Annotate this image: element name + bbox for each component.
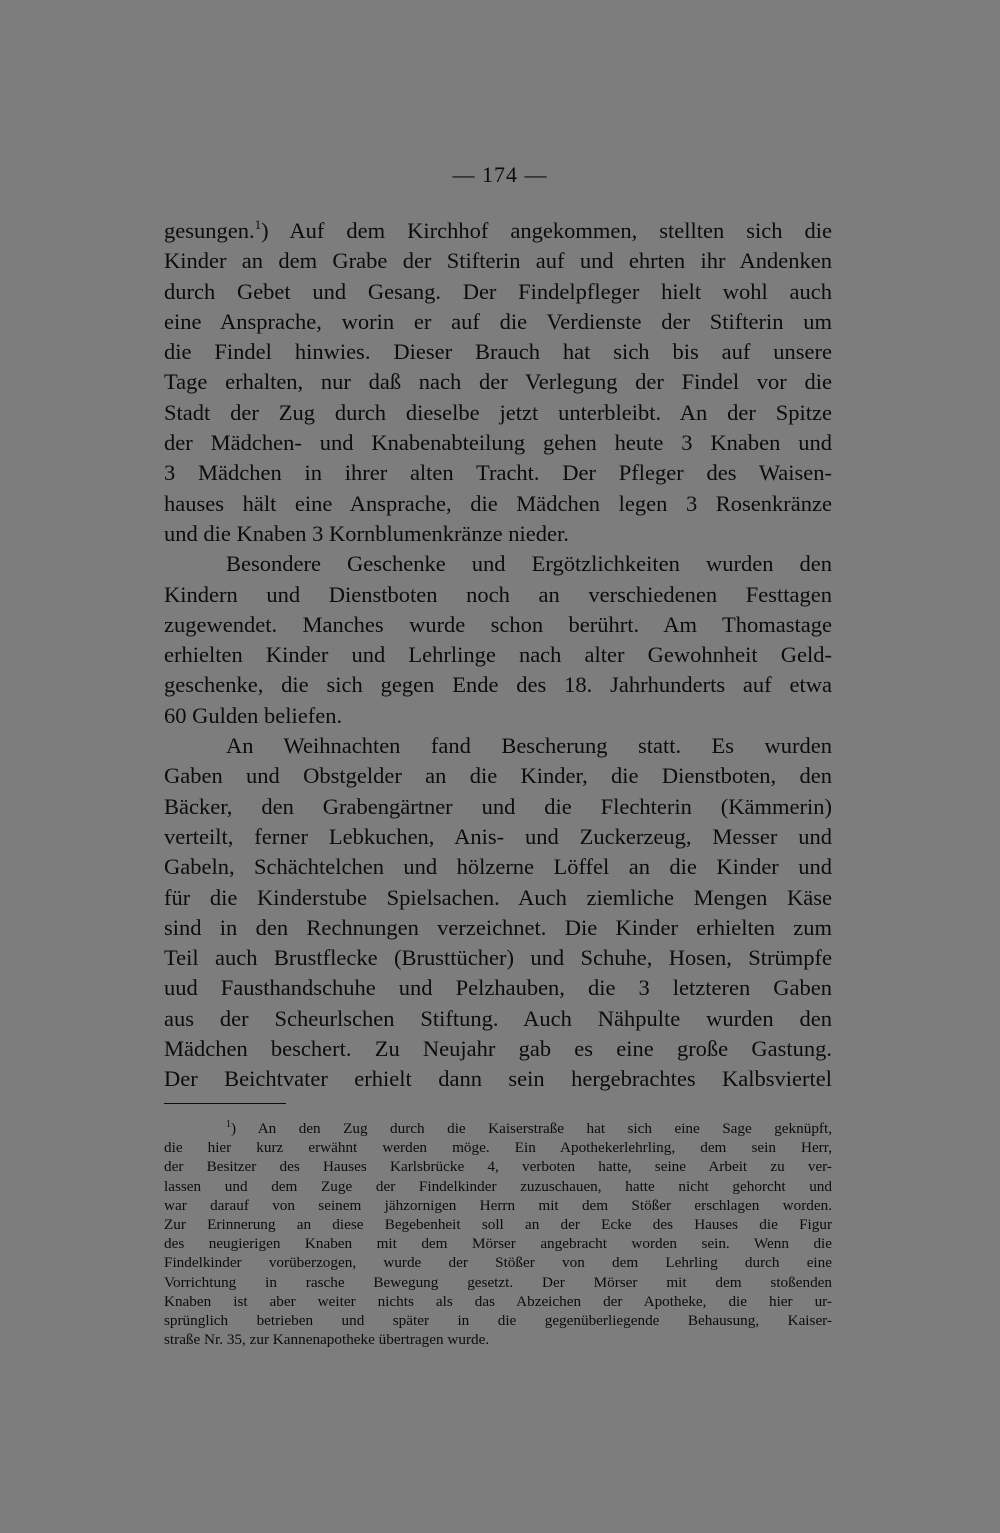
text-line: Der Beichtvater erhielt dann sein hergebrachtes Kalbsviertel [164, 1066, 832, 1092]
text-line: sind in den Rechnungen verzeichnet. Die Kinder erhielten zum [164, 914, 832, 940]
text-line: uud Fausthandschuhe und Pelzhauben, die 3 letzteren Gaben [164, 975, 832, 1001]
footnote-line: der Besitzer des Hauses Karlsbrücke 4, verboten hatte, seine Arbeit zu ver- [164, 1158, 832, 1176]
text-line: erhielten Kinder und Lehrlinge nach alter Gewohnheit Geld- [164, 642, 832, 668]
footnote-line: Findelkinder vorüberzogen, wurde der Stößer von dem Lehrling durch eine [164, 1254, 832, 1272]
footnote-line: lassen und dem Zuge der Findelkinder zuzuschauen, hatte nicht gehorcht und [164, 1177, 832, 1195]
text-line: durch Gebet und Gesang. Der Findelpfleger hielt wohl auch [164, 278, 832, 304]
paragraph-start-line: Besondere Geschenke und Ergötzlichkeiten wurden den [226, 551, 832, 577]
text-line: Bäcker, den Grabengärtner und die Flechterin (Kämmerin) [164, 793, 832, 819]
text-line: Kinder an dem Grabe der Stifterin auf und ehrten ihr Andenken [164, 248, 832, 274]
text-line: 60 Gulden beliefen. [164, 702, 343, 728]
text-line: eine Ansprache, worin er auf die Verdienste der Stifterin um [164, 308, 832, 334]
footnote-marker: 1 [254, 217, 262, 232]
footnote-line: war darauf von seinem jähzornigen Herrn mit dem Stößer erschlagen worden. [164, 1196, 832, 1214]
paragraph-start-line: An Weihnachten fand Bescherung statt. Es wurden [226, 733, 832, 759]
footnote-line: Zur Erinnerung an diese Begebenheit soll an der Ecke des Hauses die Figur [164, 1215, 832, 1233]
footnote-line: des neugierigen Knaben mit dem Mörser angebracht worden sein. Wenn die [164, 1235, 832, 1253]
text-line: hauses hält eine Ansprache, die Mädchen legen 3 Rosenkränze [164, 490, 832, 516]
text-line: Teil auch Brustflecke (Brusttücher) und Schuhe, Hosen, Strümpfe [164, 945, 832, 971]
text-line: gesungen.$^1$) Auf dem Kirchhof angekommen, stellten sich die [164, 217, 832, 243]
text-line: Stadt der Zug durch dieselbe jetzt unterbleibt. An der Spitze [164, 399, 832, 425]
footnote-divider [164, 1103, 286, 1104]
footnote-line: Knaben ist aber weiter nichts als das Abzeichen der Apotheke, die hier ur- [164, 1292, 832, 1310]
footnote-marker: 1 [226, 1119, 231, 1130]
text-line: verteilt, ferner Lebkuchen, Anis- und Zuckerzeug, Messer und [164, 823, 832, 849]
footnote-line: $^1$) An den Zug durch die Kaiserstraße hat sich eine Sage geknüpft, [226, 1119, 832, 1137]
text-line: geschenke, die sich gegen Ende des 18. Jahrhunderts auf etwa [164, 672, 832, 698]
footnote-line: sprünglich betrieben und später in die gegenüberliegende Behausung, Kaiser- [164, 1311, 832, 1329]
text-line: Kindern und Dienstboten noch an verschiedenen Festtagen [164, 581, 832, 607]
text-line: für die Kinderstube Spielsachen. Auch ziemliche Mengen Käse [164, 884, 832, 910]
footnote-line: straße Nr. 35, zur Kannenapotheke übertragen wurde. [164, 1331, 490, 1349]
footnote [164, 1119, 832, 1349]
text-line: und die Knaben 3 Kornblumenkränze nieder. [164, 520, 569, 546]
page-number: — 174 — [452, 162, 548, 187]
text-line: Tage erhalten, nur daß nach der Verlegung der Findel vor die [164, 369, 832, 395]
main-text [164, 216, 832, 1095]
text-line: zugewendet. Manches wurde schon berührt. Am Thomastage [164, 611, 832, 637]
text-line: 3 Mädchen in ihrer alten Tracht. Der Pfleger des Waisen- [164, 460, 832, 486]
text-line: Mädchen beschert. Zu Neujahr gab es eine große Gastung. [164, 1036, 832, 1062]
footnote-line: die hier kurz erwähnt werden möge. Ein Apothekerlehrling, dem sein Herr, [164, 1139, 832, 1157]
text-line: aus der Scheurlschen Stiftung. Auch Nähpulte wurden den [164, 1005, 832, 1031]
text-line: die Findel hinwies. Dieser Brauch hat sich bis auf unsere [164, 339, 832, 365]
text-line: Gaben und Obstgelder an die Kinder, die Dienstboten, den [164, 763, 832, 789]
footnote-line: Vorrichtung in rasche Bewegung gesetzt. Der Mörser mit dem stoßenden [164, 1273, 832, 1291]
text-line: Gabeln, Schächtelchen und hölzerne Löffel an die Kinder und [164, 854, 832, 880]
text-line: der Mädchen- und Knabenabteilung gehen heute 3 Knaben und [164, 430, 832, 456]
